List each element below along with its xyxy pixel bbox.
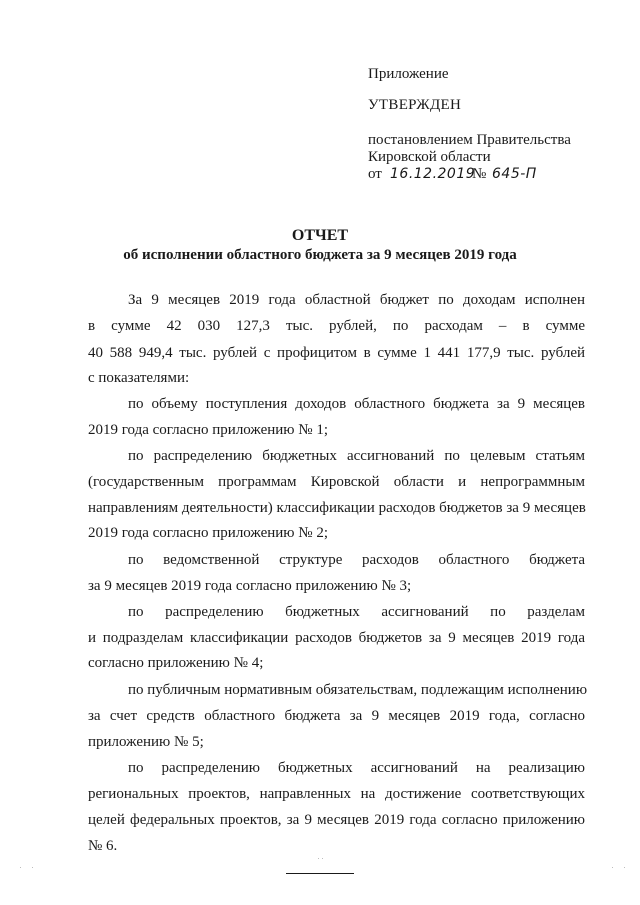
decree-number-handwritten: 645-П [492, 166, 537, 182]
scan-speck [322, 858, 323, 859]
body-line: региональных проектов, направленных на достижение соответствующих [88, 786, 585, 802]
body-line: направлениям деятельности) классификации расходов бюджетов за 9 месяцев [88, 500, 586, 516]
scan-speck [612, 867, 613, 868]
scan-speck [20, 867, 21, 868]
appendix-label: Приложение [368, 66, 449, 82]
scan-speck [32, 867, 33, 868]
body-line: по распределению бюджетных ассигнований по целевым статьям [128, 448, 585, 464]
decree-line-2: Кировской области [368, 149, 491, 165]
body-line: за 9 месяцев 2019 года согласно приложению № 3; [88, 578, 412, 594]
body-line: с показателями: [88, 370, 190, 386]
date-prefix: от [368, 166, 382, 182]
number-prefix: № [472, 166, 487, 182]
body-line: согласно приложению № 4; [88, 655, 264, 671]
body-line: по ведомственной структуре расходов областного бюджета [128, 552, 585, 568]
body-line: в сумме 42 030 127,3 тыс. рублей, по расходам – в сумме [88, 318, 585, 334]
body-line: За 9 месяцев 2019 года областной бюджет по доходам исполнен [128, 292, 585, 308]
body-line: по распределению бюджетных ассигнований по разделам [128, 604, 585, 620]
body-line: (государственным программам Кировской области и непрограммным [88, 474, 585, 490]
footer-divider [286, 873, 354, 874]
body-line: 2019 года согласно приложению № 1; [88, 422, 328, 438]
body-line: 40 588 949,4 тыс. рублей с профицитом в сумме 1 441 177,9 тыс. рублей [88, 345, 585, 361]
approved-label: УТВЕРЖДЕН [368, 97, 462, 113]
body-line: № 6. [88, 838, 118, 854]
scan-speck [624, 867, 625, 868]
body-line: 2019 года согласно приложению № 2; [88, 525, 328, 541]
body-line: за счет средств областного бюджета за 9 месяцев 2019 года, согласно [88, 708, 585, 724]
report-title: ОТЧЕТ [291, 227, 349, 244]
body-line: приложению № 5; [88, 734, 204, 750]
report-subtitle: об исполнении областного бюджета за 9 месяцев 2019 года [123, 247, 517, 263]
decree-line-1: постановлением Правительства [368, 132, 571, 148]
body-line: по распределению бюджетных ассигнований на реализацию [128, 760, 585, 776]
body-line: по объему поступления доходов областного бюджета за 9 месяцев [128, 396, 585, 412]
body-line: и подразделам классификации расходов бюджетов за 9 месяцев 2019 года [88, 630, 585, 646]
decree-date-handwritten: 16.12.2019 [390, 166, 476, 182]
body-line: целей федеральных проектов, за 9 месяцев 2019 года согласно приложению [88, 812, 585, 828]
body-line: по публичным нормативным обязательствам, подлежащим исполнению [128, 682, 588, 698]
scan-speck [318, 858, 319, 859]
